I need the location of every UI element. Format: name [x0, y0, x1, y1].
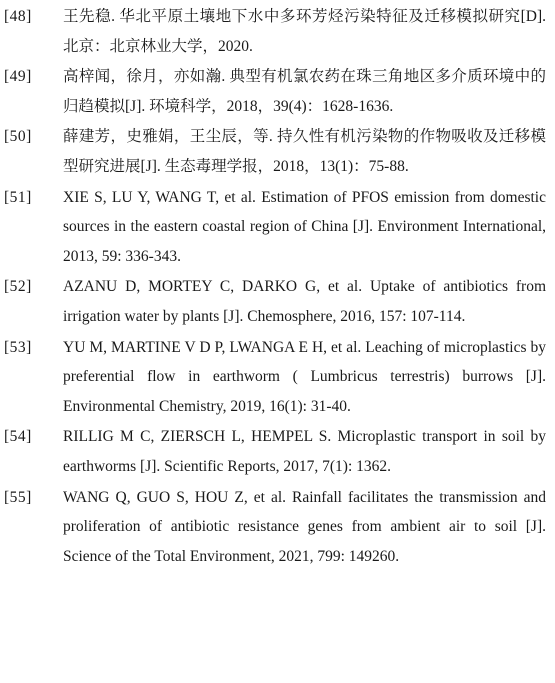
reference-text: 薛建芳，史雅娟，王尘辰，等. 持久性有机污染物的作物吸收及迁移模型研究进展[J]. 生态毒理学报，2018，13(1)：75-88.: [63, 128, 546, 175]
reference-text: RILLIG M C, ZIERSCH L, HEMPEL S. Microplastic transport in soil by earthworms [J]. Scientific Reports, 2017, 7(1): 1362.: [63, 428, 546, 475]
reference-entry-48: [0, 2, 555, 61]
reference-entry-51: [0, 183, 555, 272]
reference-text: 王先稳. 华北平原土壤地下水中多环芳烃污染特征及迁移模拟研究[D]. 北京：北京林业大学，2020.: [63, 8, 546, 55]
reference-number: [50]: [4, 128, 32, 146]
reference-number: [48]: [4, 8, 32, 25]
reference-entry-55: [0, 483, 555, 572]
reference-text: YU M, MARTINE V D P, LWANGA E H, et al. Leaching of microplastics by preferential flow in earthworm ( Lumbricus terrestris) burrows [J]. Environmental Chemistry, 2019, 16(1): 31-40.: [63, 338, 546, 415]
reference-number: [51]: [4, 188, 32, 206]
reference-text: AZANU D, MORTEY C, DARKO G, et al. Uptake of antibiotics from irrigation water by plants [J]. Chemosphere, 2016, 157: 107-114.: [63, 278, 546, 325]
reference-text: XIE S, LU Y, WANG T, et al. Estimation of PFOS emission from domestic sources in the eastern coastal region of China [J]. Environment International, 2013, 59: 336-343.: [63, 188, 546, 265]
reference-number: [54]: [4, 428, 32, 446]
reference-entry-50: [0, 122, 555, 181]
reference-entry-52: [0, 272, 555, 331]
reference-text: WANG Q, GUO S, HOU Z, et al. Rainfall facilitates the transmission and proliferation of antibiotic resistance genes from ambient air to soil [J]. Science of the Total Environment, 2021, 799: 149260.: [63, 488, 546, 565]
reference-entry-53: [0, 333, 555, 422]
reference-text: 高梓闻，徐月，亦如瀚. 典型有机氯农药在珠三角地区多介质环境中的归趋模拟[J]. 环境科学，2018，39(4)：1628-1636.: [63, 68, 546, 115]
reference-number: [53]: [4, 338, 32, 356]
reference-number: [52]: [4, 278, 32, 296]
reference-number: [55]: [4, 488, 32, 506]
reference-entry-54: [0, 422, 555, 481]
reference-list: [0, 2, 555, 572]
reference-number: [49]: [4, 68, 32, 86]
reference-entry-49: [0, 62, 555, 121]
